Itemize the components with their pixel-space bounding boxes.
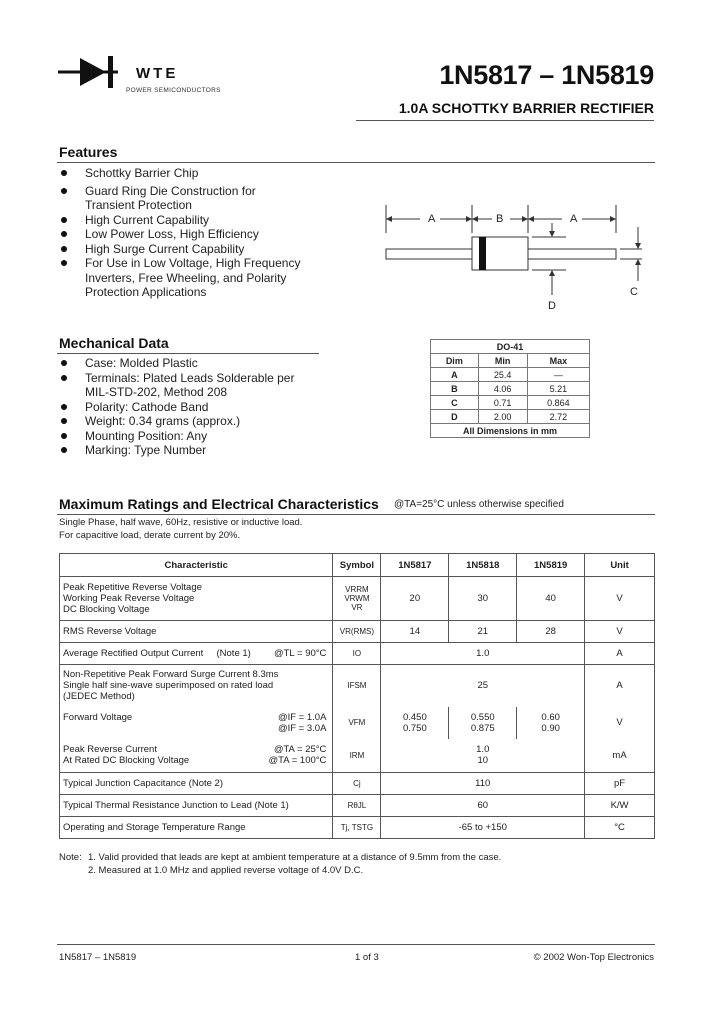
header-rule — [356, 120, 654, 121]
dim-cell: 2.72 — [527, 410, 589, 424]
condition-text: @IF = 1.0A — [277, 711, 327, 723]
unit-cell: V — [585, 707, 655, 739]
symbol-text: IO — [333, 643, 381, 665]
char-text: RMS Reverse Voltage — [60, 621, 333, 643]
col-header-symbol: Symbol — [333, 554, 381, 577]
char-text: Single half sine-wave superimposed on rated load — [63, 680, 274, 692]
value-cell: -65 to +150 — [381, 817, 585, 839]
symbol-text: VFM — [333, 707, 381, 739]
dim-cell: C — [431, 396, 479, 410]
ratings-note-2: For capacitive load, derate current by 20%. — [59, 530, 241, 541]
value-cell: 1.0 — [476, 744, 490, 756]
dimension-table — [430, 339, 590, 438]
dim-cell: 0.864 — [527, 396, 589, 410]
product-subtitle: 1.0A SCHOTTKY BARRIER RECTIFIER — [398, 100, 654, 116]
table-row — [60, 707, 655, 739]
char-text: Typical Junction Capacitance (Note 2) — [60, 773, 333, 795]
unit-cell: mA — [585, 739, 655, 773]
char-text: Peak Reverse Current — [63, 744, 157, 756]
brand-tagline: POWER SEMICONDUCTORS — [126, 87, 221, 94]
table-row — [60, 739, 655, 773]
note-ref: (Note 1) — [216, 648, 251, 659]
char-text: Typical Thermal Resistance Junction to Lead (Note 1) — [60, 795, 333, 817]
unit-cell: K/W — [585, 795, 655, 817]
value-cell: 30 — [449, 577, 517, 621]
table-row — [60, 817, 655, 839]
value-cell: 25 — [381, 665, 585, 707]
feature-item: High Surge Current Capability — [59, 242, 349, 257]
condition-text: @IF = 3.0A — [277, 722, 327, 734]
mechanical-item-cont: MIL-STD-202, Method 208 — [85, 385, 228, 399]
char-text: (JEDEC Method) — [63, 691, 135, 703]
symbol-text: Tj, TSTG — [333, 817, 381, 839]
unit-cell: A — [585, 643, 655, 665]
dim-cell: D — [431, 410, 479, 424]
mechanical-item: Polarity: Cathode Band — [59, 400, 349, 415]
note-2: 2. Measured at 1.0 MHz and applied reverse voltage of 4.0V D.C. — [88, 865, 364, 876]
wte-logo — [58, 52, 133, 97]
condition-text: @TA = 100°C — [268, 755, 327, 767]
dim-row — [431, 410, 590, 424]
value-cell: 40 — [517, 577, 585, 621]
brand-name: WTE — [136, 65, 179, 82]
value-cell: 0.750 — [402, 722, 427, 734]
value-cell: 20 — [381, 577, 449, 621]
dim-cell: 25.4 — [478, 368, 527, 382]
value-cell: 0.875 — [470, 722, 495, 734]
symbol-text: VRRM — [345, 585, 369, 594]
feature-item: Schottky Barrier Chip — [59, 166, 349, 181]
features-title: Features — [59, 144, 118, 160]
table-row — [60, 577, 655, 621]
dim-header: Min — [478, 354, 527, 368]
ratings-condition: @TA=25°C unless otherwise specified — [394, 499, 564, 510]
dim-header: Dim — [431, 354, 479, 368]
col-header-unit: Unit — [585, 554, 655, 577]
feature-item-cont: Transient Protection — [85, 198, 192, 212]
char-text: Operating and Storage Temperature Range — [60, 817, 333, 839]
dim-footer: All Dimensions in mm — [431, 424, 590, 438]
footer-rule — [57, 944, 655, 945]
symbol-text: IRM — [333, 739, 381, 773]
value-cell: 21 — [449, 621, 517, 643]
dim-cell: 5.21 — [527, 382, 589, 396]
mechanical-item: Weight: 0.34 grams (approx.) — [59, 414, 349, 429]
dim-label-a-right: A — [570, 213, 578, 225]
mechanical-item: Marking: Type Number — [59, 443, 349, 458]
symbol-text: Cj — [333, 773, 381, 795]
ratings-title: Maximum Ratings and Electrical Characteristics — [59, 496, 379, 512]
symbol-text: IFSM — [333, 665, 381, 707]
value-cell: 28 — [517, 621, 585, 643]
dim-label-d: D — [548, 300, 556, 312]
value-cell: 14 — [381, 621, 449, 643]
dim-header: Max — [527, 354, 589, 368]
symbol-text: VRWM — [344, 594, 370, 603]
dim-label-c: C — [630, 286, 638, 298]
value-cell: 0.450 — [402, 711, 427, 723]
copyright: © 2002 Won-Top Electronics — [533, 952, 654, 963]
symbol-text: VR(RMS) — [333, 621, 381, 643]
dim-cell: A — [431, 368, 479, 382]
condition-text: @TA = 25°C — [273, 744, 327, 756]
feature-item-cont: Protection Applications — [85, 285, 207, 299]
value-cell: 0.60 — [541, 711, 560, 723]
unit-cell: A — [585, 665, 655, 707]
char-text: DC Blocking Voltage — [63, 604, 150, 615]
part-number-title: 1N5817 – 1N5819 — [439, 60, 654, 90]
dim-cell: 2.00 — [478, 410, 527, 424]
char-text: Working Peak Reverse Voltage — [63, 593, 195, 604]
col-header-1n5818: 1N5818 — [449, 554, 517, 577]
char-text: Non-Repetitive Peak Forward Surge Current 8.3ms — [63, 669, 279, 681]
char-text: At Rated DC Blocking Voltage — [63, 755, 190, 767]
unit-cell: V — [585, 577, 655, 621]
value-cell: 60 — [381, 795, 585, 817]
dim-cell: 4.06 — [478, 382, 527, 396]
table-row — [60, 795, 655, 817]
value-cell: 0.90 — [541, 722, 560, 734]
feature-item: For Use in Low Voltage, High Frequency — [59, 256, 349, 271]
unit-cell: °C — [585, 817, 655, 839]
value-cell: 1.0 — [381, 643, 585, 665]
dim-cell: B — [431, 382, 479, 396]
ratings-rule — [57, 514, 655, 515]
do41-package-diagram — [380, 205, 660, 305]
table-row — [60, 665, 655, 707]
dim-label-a-left: A — [428, 213, 436, 225]
feature-item: Low Power Loss, High Efficiency — [59, 227, 349, 242]
unit-cell: pF — [585, 773, 655, 795]
condition-text: @TL = 90°C — [273, 648, 327, 659]
char-text: Average Rectified Output Current — [63, 648, 204, 659]
col-header-1n5817: 1N5817 — [381, 554, 449, 577]
value-cell: 110 — [381, 773, 585, 795]
ratings-note-1: Single Phase, half wave, 60Hz, resistive or inductive load. — [59, 517, 303, 528]
col-header-1n5819: 1N5819 — [517, 554, 585, 577]
value-cell: 0.550 — [470, 711, 495, 723]
diode-logo-icon — [58, 52, 133, 92]
package-name: DO-41 — [431, 340, 590, 354]
mechanical-list — [59, 356, 349, 458]
features-list — [59, 166, 349, 300]
dim-row — [431, 368, 590, 382]
feature-item: Guard Ring Die Construction for — [59, 184, 349, 199]
dim-cell: 0.71 — [478, 396, 527, 410]
features-rule — [57, 162, 655, 163]
dim-label-b: B — [496, 213, 504, 225]
notes-label: Note: — [59, 852, 82, 863]
dim-row — [431, 396, 590, 410]
ratings-table — [59, 553, 655, 839]
mechanical-rule — [57, 353, 319, 354]
dim-row — [431, 382, 590, 396]
table-row — [60, 773, 655, 795]
col-header-characteristic: Characteristic — [60, 554, 333, 577]
table-row — [60, 621, 655, 643]
mechanical-item: Terminals: Plated Leads Solderable per — [59, 371, 349, 386]
symbol-text: VR — [351, 603, 363, 612]
unit-cell: V — [585, 621, 655, 643]
dim-cell: — — [527, 368, 589, 382]
feature-item: High Current Capability — [59, 213, 349, 228]
feature-item-cont: Inverters, Free Wheeling, and Polarity — [85, 270, 287, 285]
note-1: 1. Valid provided that leads are kept at ambient temperature at a distance of 9.5mm from the case. — [88, 852, 502, 863]
mechanical-title: Mechanical Data — [59, 335, 169, 351]
mechanical-item: Case: Molded Plastic — [59, 356, 349, 371]
page-number: 1 of 3 — [355, 952, 379, 963]
footer-left: 1N5817 – 1N5819 — [59, 952, 137, 963]
symbol-text: RθJL — [333, 795, 381, 817]
char-text: Peak Repetitive Reverse Voltage — [63, 582, 202, 593]
char-text: Forward Voltage — [63, 711, 133, 723]
table-row — [60, 643, 655, 665]
value-cell: 10 — [477, 755, 489, 767]
mechanical-item: Mounting Position: Any — [59, 429, 349, 444]
